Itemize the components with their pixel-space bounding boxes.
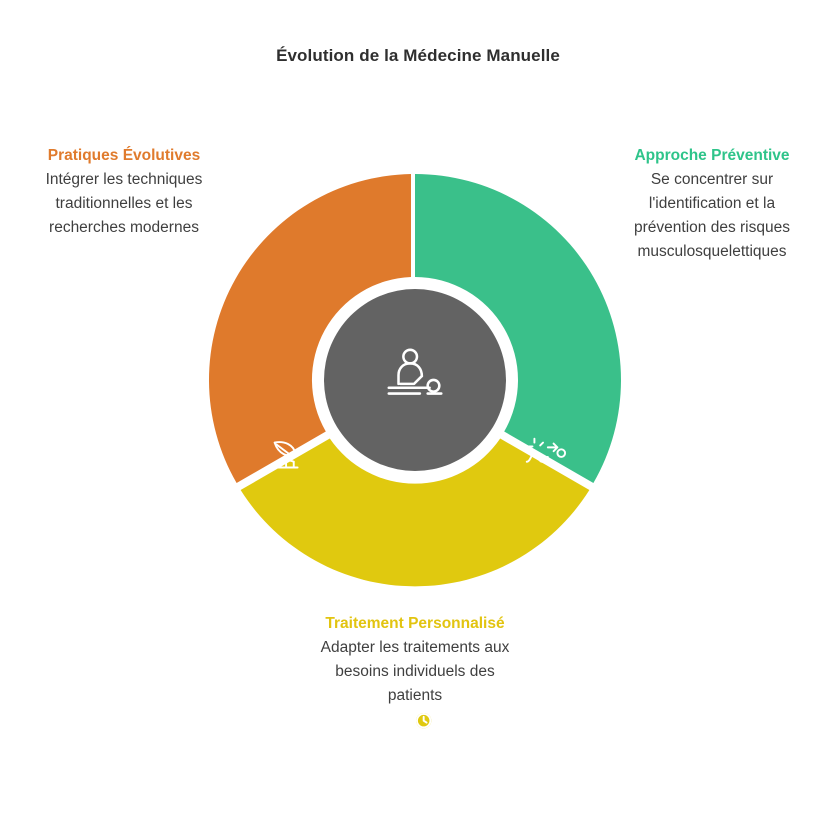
label-evolutives xyxy=(24,144,224,240)
center-circle xyxy=(324,289,506,471)
page-title: Évolution de la Médecine Manuelle xyxy=(276,46,560,65)
label-evolutives-description: Intégrer les techniques traditionnelles et les recherches modernes xyxy=(45,171,203,236)
label-preventive-title: Approche Préventive xyxy=(634,147,790,164)
label-preventive-description: Se concentrer sur l'identification et la prévention des risques musculosquelettiques xyxy=(634,171,790,260)
donut-diagram xyxy=(203,168,627,592)
label-evolutives-title: Pratiques Évolutives xyxy=(47,147,201,164)
label-traitement-title: Traitement Personnalisé xyxy=(325,615,505,632)
label-preventive xyxy=(612,144,812,264)
donut-chart-svg xyxy=(203,168,627,592)
label-traitement xyxy=(315,612,515,708)
label-traitement-description: Adapter les traitements aux besoins individuels des patients xyxy=(320,639,510,704)
